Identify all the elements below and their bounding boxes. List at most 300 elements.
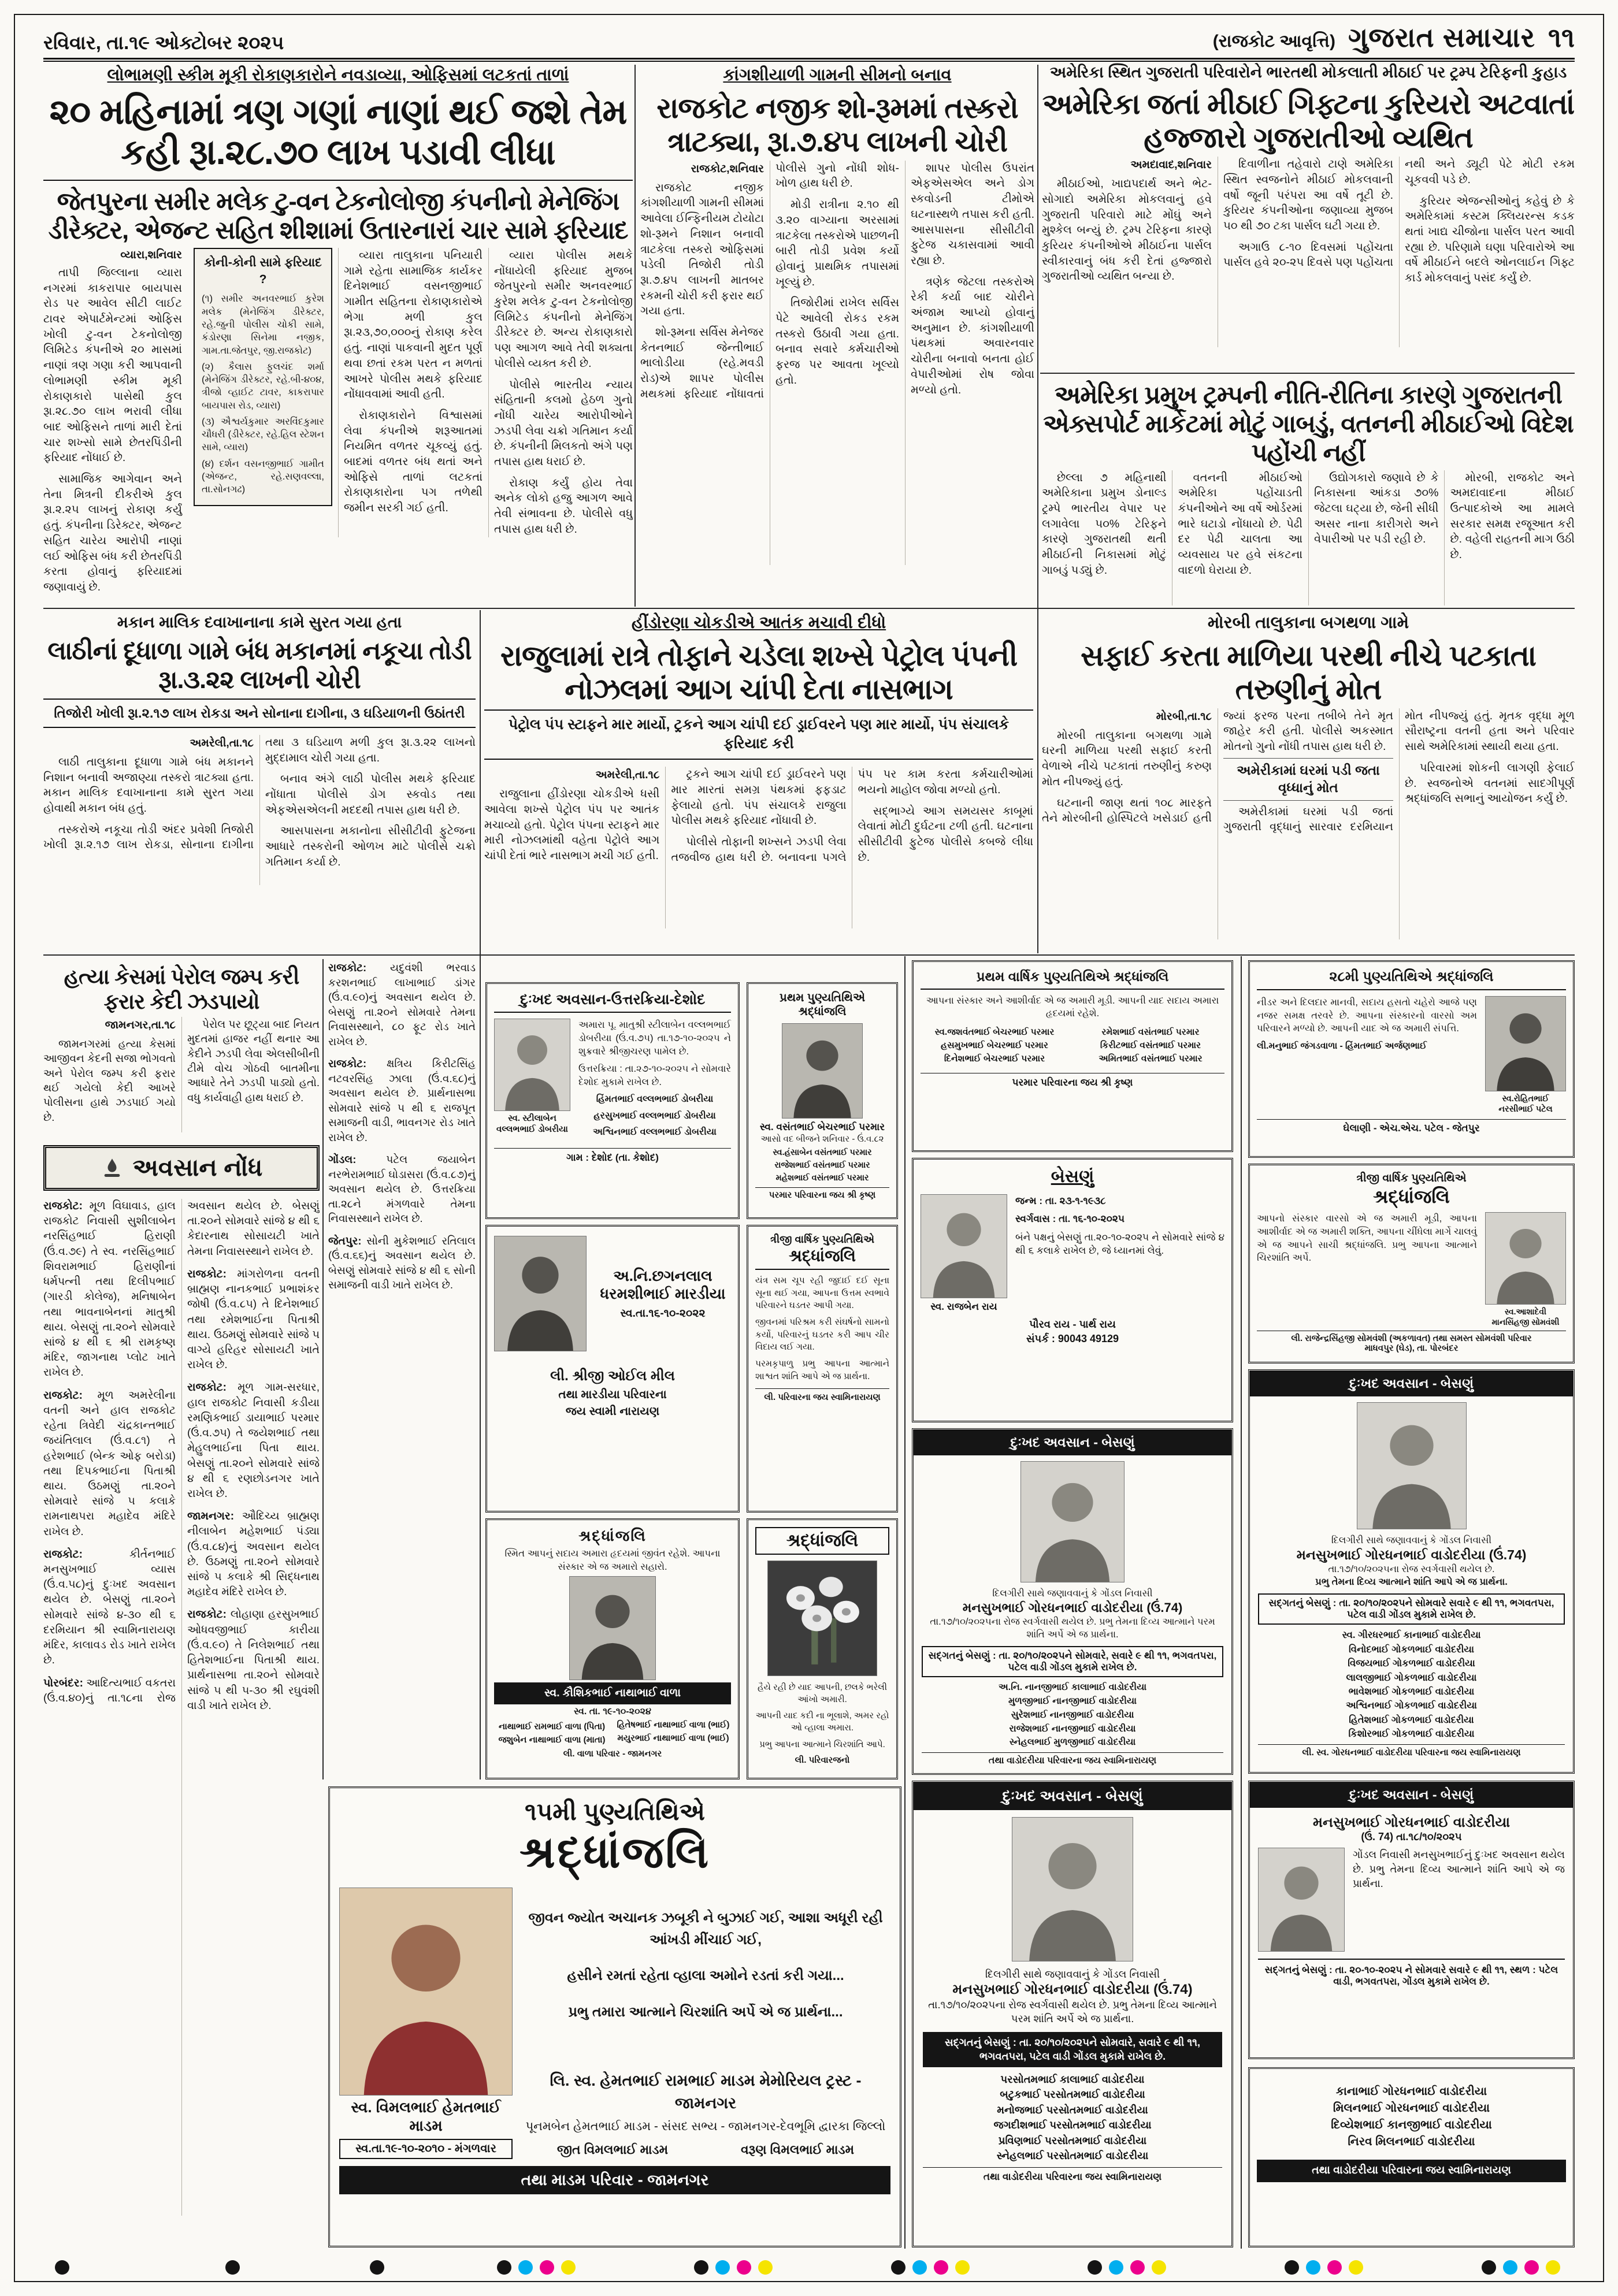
ad-title: દુઃખદ અવસાન-ઉત્તરક્રિયા-દેશોદ: [494, 991, 731, 1013]
section-rule: [43, 954, 1575, 956]
ad-footer: ગામ : દેશોદ (તા. કેશોદ): [494, 1148, 731, 1164]
story-kicker: મોરબી તાલુકાના બગથળા ગામે: [1207, 614, 1409, 632]
deceased-name: મનસુખભાઈ ગોરધનભાઈ વાડોદરીયા (ઉં.74): [1296, 1547, 1527, 1562]
poem-line: જીવનમાં પરિશ્રમ કરી સંઘર્ષનો સામનો કર્યો, પરિવારનું ઘડતર કરી આપ ચીર વિદાય લઈ ગયા.: [755, 1317, 889, 1353]
family-name: નાથાભાઈ રામભાઈ વાળા (પિતા): [498, 1722, 606, 1732]
ad-body-row: [1258, 1848, 1565, 1952]
story-paragraph: મોડી રાત્રીના ૨.૧૦ થી ૩.૨૦ વાગ્યાના અરસામાં ત્રાટકેલા તસ્કરોએ પાછળની બારી તોડી પ્રવેશ કર્યો હોવાનું પ્રાથમિક તપાસમાં ખૂલ્યું છે.: [775, 198, 899, 288]
header-rule: [43, 58, 1575, 62]
yellow-dot: [1546, 2260, 1560, 2275]
story-body-wrap: [43, 248, 633, 601]
story-body: [1042, 470, 1575, 605]
ad-title-2: શ્રદ્ધાંજલિ: [1373, 1186, 1450, 1207]
story-paragraph: પોલીસે ભારતીય ન્યાય સંહિતાની કલમો હેઠળ ગુનો નોંધી ચારેય આરોપીઓને ઝડપી લેવા ચક્રો ગતિમાન કર્યા છે. કંપનીની મિલકતો અંગે પણ તપાસ હાથ ધરાઈ છે.: [494, 378, 633, 469]
story-parole-jump: [43, 960, 320, 1139]
obituary-entry: રાજકોટ: લોહાણા હરસુખભાઈ ઓધવજીભાઈ કારીયા (ઉં.વ.૯૦) તે નિલેશભાઈ તથા હિતેશભાઈના પિતાશ્રી થાય. પ્રાર્થનાસભા તા.૨૦ને સોમવારે સાંજે ૫ થી ૫-૩૦ શ્રી રઘુવંશી વાડી ખાતે રાખેલ છે.: [187, 1608, 320, 1712]
ad-text: ગોંડલ નિવાસી મનસુખભાઈનું દુઃખદ અવસાન થયેલ છે. પ્રભુ તેમના દિવ્ય આત્માને શાંતિ આપે એ જ પ્રાર્થના.: [1353, 1848, 1565, 1889]
black-dot: [1285, 2260, 1299, 2275]
obituary-title: અવસાન નોંધ: [132, 1154, 263, 1181]
story-sweets-courier: [1042, 62, 1575, 370]
ad-title: બેસણું: [1051, 1167, 1094, 1186]
family-name: હિતેષભાઈ નાથાભાઈ વાળા (ભાઈ): [617, 1720, 730, 1730]
cyan-dot: [1503, 2260, 1517, 2275]
ad-poem: [1257, 996, 1477, 1114]
ad-title-1: ત્રીજી વાર્ષિક પુણ્યતિથિએ: [1356, 1172, 1467, 1184]
registration-dot: [370, 2260, 384, 2275]
ad-content: [1250, 1808, 1573, 1994]
story-paragraph: મોરબી તાલુકાના બગથળા ગામે ઘરની માળિયા પરથી સફાઈ કરતી વેળાએ નીચે પટકાતાં તરુણીનું કરુણ મોત નીપજ્યું હતું.: [1042, 729, 1212, 788]
ad-footer: તથા વાડોદરીયા પરિવારના જય સ્વામિનારાયણ: [922, 1752, 1223, 1766]
magenta-dot: [1327, 2260, 1342, 2275]
ad-footer: પરમાર પરિવારના જય શ્રી કૃષ્ણ: [755, 1187, 889, 1200]
deceased-photo: [1485, 996, 1566, 1091]
story-paragraph: પોલીસે તોફાની શખ્સને ઝડપી લેવા તજવીજ હાથ ધરી છે. બનાવના પગલે પંપ પર કામ કરતા કર્મચારીઓમાં ભયનો માહોલ જોવા મળ્યો હતો.: [671, 768, 1033, 864]
family-name: બટુકભાઈ પરસોતમભાઈ વાડોદરીયા: [1000, 2089, 1145, 2101]
story-lathi-theft: [43, 612, 476, 952]
besnu-details: સદ્ગતનું બેસણું : તા. ૨૦-૧૦-૨૦૨૫ ને સોમવારે સવારે ૯ થી ૧૧, સ્થળ : પટેલ વાડી, ભગવતપરા, ગોંડલ મુકામે રાખેલ છે.: [1258, 1959, 1565, 1987]
story-kicker: લોભામણી સ્કીમ મૂકી રોકાણકારોને નવડાવ્યા, ઓફિસમાં લટકતાં તાળાં: [107, 66, 569, 84]
signature-name-b: વરૂણ વિમલભાઈ માડમ: [740, 2142, 855, 2157]
besnu-details: સદ્ગતનું બેસણું : તા. ૨૦/૧૦/૨૦૨૫ને સોમવારે સવારે ૯ થી ૧૧, ભગવતપરા, પટેલ વાડી ગોંડલ મુકામે રાખેલ છે.: [1258, 1593, 1565, 1625]
story-paragraph: રોકાણકારોને વિશ્વાસમાં લેવા કંપનીએ શરૂઆતમાં નિયમિત વળતર ચૂકવ્યું હતું. બાદમાં વળતર બંધ થતાં અને ઓફિસે તાળાં લટકતાં રોકાણકારોના પગ તળેથી જમીન સરકી ગઈ હતી.: [344, 408, 483, 515]
story-export-market: [1042, 377, 1575, 605]
section-rule: [43, 608, 1575, 609]
story-body: [194, 248, 633, 537]
yellow-dot: [758, 2260, 773, 2275]
cmyk-cluster: [1088, 2260, 1166, 2275]
dateline: રાજકોટ,શનિવાર: [691, 162, 764, 175]
obituary-entry: રાજકોટ: કીર્તનભાઈ મનસુખભાઈ વ્યાસ (ઉં.વ.૫૮)નું દુઃખદ અવસાન થયેલ છે. બેસણું તા.૨૦ને સોમવારે સાંજે ૪-૩૦ થી ૬ દરમિયાન શ્રી સ્વામિનારાયણ મંદિર, કાલાવડ રોડ ખાતે રાખેલ છે.: [43, 1548, 176, 1667]
signature-line-1: લિ. સ્વ. હેમતભાઈ રામભાઈ માડમ મેમોરિયલ ટ્રસ્ટ - જામનગર: [550, 2071, 862, 2112]
photo-wrap: [921, 1194, 1007, 1313]
registration-dot: [225, 2260, 240, 2275]
relatives: પૌરવ રાય - પાર્થ રાય: [1029, 1318, 1116, 1331]
story-subheadline: જેતપુરના સમીર મલેક ટુ-વન ટેકનોલોજી કંપનીનો મેનેજિંગ ડીરેક્ટર, એજન્ટ સહિત શીશામાં ઉતારનારાં ચાર સામે ફરિયાદ: [43, 180, 633, 246]
ad-title: શ્રદ્ધાંજલિ: [755, 1527, 889, 1555]
story-paragraph: લાઠી તાલુકાના દૂધાળા ગામે બંધ મકાનને નિશાન બનાવી અજાણ્યા તસ્કરો ત્રાટક્યા હતા. મકાન માલિક દવાખાનાના કામે સુરત ગયા હોવાથી મકાન બંધ હતું.: [43, 755, 254, 815]
family-name: લાલજીભાઈ ગોકળભાઈ વાડોદરીયા: [1346, 1672, 1477, 1683]
ad-poem: [755, 1275, 889, 1383]
cmyk-cluster: [1482, 2260, 1560, 2275]
cyan-dot: [518, 2260, 533, 2275]
deceased-name: મનસુખભાઈ ગોરધનભાઈ વાડોદરીયા: [1313, 1814, 1510, 1830]
obituary-entry: જેતપુર: સોની મુકેશભાઈ રતિલાલ (ઉં.વ.૬૬)નું અવસાન થયેલ છે. બેસણું સોમવારે સાંજે ૪ થી ૬ સોની સમાજની વાડી ખાતે રાખેલ છે.: [328, 1234, 476, 1291]
story-paragraph: ઉદ્યોગકારો જણાવે છે કે નિકાસના આંકડા ૭૦% જેટલા ઘટ્યા છે, જેની સીધી અસર નાના કારીગરો અને વેપારીઓ પર પડી રહી છે.: [1314, 471, 1439, 546]
ad-poem: આપના સંસ્કાર અને આશીર્વાદ એ જ અમારી મૂડી. આપની યાદ સદાય અમારા હૃદયમાં રહેશે.: [926, 995, 1219, 1019]
story-paragraph: વ્યારા પોલીસ મથકે નોંધાયેલી ફરિયાદ મુજબ જેતપુરનો સમીર અનવરભાઈ કુરેશ મલેક ટુ-વન ટેકનોલોજી લિમિટેડ કંપનીનો મેનેજિંગ ડીરેક્ટર છે. અન્ય રોકાણકારો પણ આગળ આવે તેવી શક્યતા પોલીસે વ્યક્ત કરી છે.: [494, 248, 633, 370]
ad-dukhad-avsan-d: [1248, 1781, 1575, 2059]
ad-header: દુઃખદ અવસાન - બેસણું: [914, 1782, 1231, 1810]
ad-text: [521, 1888, 890, 2159]
cyan-dot: [1306, 2260, 1320, 2275]
cmyk-cluster: [694, 2260, 773, 2275]
ad-title: ૨૮મી પુણ્યતિથિએ શ્રદ્ધાંજલિ: [1257, 969, 1566, 990]
story-headline: સફાઈ કરતા માળિયા પરથી નીચે પટકાતા તરુણીનું મોત: [1080, 639, 1537, 705]
family-name: પ્રવિણભાઈ પરસોતમભાઈ વાડોદરીયા: [998, 2134, 1147, 2146]
family-name: કિરીટભાઈ વસંતભાઈ પરમાર: [1100, 1041, 1201, 1051]
ad-content: [914, 1455, 1231, 1772]
magenta-dot: [540, 2260, 554, 2275]
deceased-photo: [1357, 1402, 1467, 1529]
family-name: અ.નિ. નાનજીભાઈ કાલાભાઈ વાડોદરીયા: [998, 1682, 1147, 1693]
family-names: [1257, 2084, 1566, 2149]
story-body: [484, 767, 1033, 928]
family-name: મહેશભાઈ વસંતભાઈ પરમાર: [775, 1173, 869, 1183]
column-rule: [480, 610, 481, 1779]
ad-besnu-rajben: [912, 1158, 1233, 1422]
ad-content: [494, 1019, 731, 1143]
story-paragraph: તસ્કરોએ નકૂચા તોડી અંદર પ્રવેશી તિજોરી ખોલી રૂા.૨.૧૭ લાખ રોકડા, સોનાના દાગીના તથા ૩ ઘડિયાળ મળી કુલ રૂા.૩.૨૨ લાખનો મુદ્દામાલ ચોરી ગયા હતા.: [43, 735, 476, 852]
magenta-dot: [1524, 2260, 1539, 2275]
cyan-dot: [1109, 2260, 1123, 2275]
complaint-box-item: (૨) કૈલાસ ફુલચંદ શર્મા (મેનેજિંગ ડીરેક્ટર, રહે.બી-૪૦૪, ત્રીજો વ્હાઈટ ટાવર, કાકરાપાર બાયપાસ રોડ, વ્યારા): [202, 361, 324, 411]
ad-footer: ઘેલાણી - એચ.એચ. પટેલ - જેતપુર: [1257, 1119, 1566, 1134]
obituary-entry: ગોંડલ: પટેલ જયાબેન નરભેરામભાઈ ઘોડાસરા (ઉં.વ.૮૭)નું અવસાન થયેલ છે. ઉત્તરક્રિયા તા.૨૮ને મંગળવારે તેમના નિવાસસ્થાને રાખેલ છે.: [328, 1153, 476, 1225]
ad-header: દુઃખદ અવસાન - બેસણું: [914, 1430, 1231, 1455]
obituary-notes-section: [43, 1145, 320, 2236]
deceased-photo: [782, 1023, 863, 1119]
deceased-name: સ્વ. કૌશિકભાઈ નાથાભાઈ વાળા: [494, 1682, 731, 1705]
ad-family-names-final: [1248, 2067, 1575, 2247]
ad-content: [1257, 1212, 1566, 1327]
yellow-dot: [955, 2260, 970, 2275]
family-name: દિનેશભાઈ બેચરભાઈ પરમાર: [944, 1054, 1045, 1064]
family-name: દિવ્યેશભાઈ કાનજીભાઈ વાડોદરીયા: [1331, 2119, 1492, 2131]
family-names: [1258, 1629, 1565, 1741]
obituary-entry: રાજકોટ: મૂળ ગામ-સરધાર, હાલ રાજકોટ નિવાસી કડીયા રમણિકભાઈ ડાયાભાઈ પરમાર (ઉં.વ.૭૫) તે જયેશભાઈ તથા મેહુલભાઈના પિતા થાય. બેસણું તા.૨૦ને સોમવારે સાંજે ૪ થી ૬ રણછોડનગર ખાતે રાખેલ છે.: [187, 1381, 320, 1500]
deceased-name-2: ધરમશીભાઈ મારડીયા: [600, 1285, 726, 1302]
family-name: સ્વ. ગીરધરભાઈ કાનાભાઈ વાડોદરીયા: [1342, 1630, 1481, 1641]
ad-footer: લી. સ્વ. ગોરધનભાઈ વાડોદરીયા પરિવારના જય સ્વામિનારાયણ: [1258, 1744, 1565, 1758]
ad-footer: લી. વાળા પરિવાર - જામનગર: [563, 1748, 662, 1759]
story-kicker: અમેરિકા સ્થિત ગુજરાતી પરિવારોને ભારતથી મોકલાતી મીઠાઈ પર ટ્રમ્પ ટેરિફની કુહાડ: [1049, 64, 1567, 81]
ad-text: [578, 1019, 731, 1143]
deceased-name: સ્વ. રાજબેન રાય: [930, 1301, 997, 1312]
photo-wrap: [1485, 996, 1566, 1114]
family-name: મયુરભાઈ નાથાભાઈ વાળા (ભાઈ): [617, 1733, 729, 1743]
black-dot: [1482, 2260, 1496, 2275]
poem-line: પ્રભુ તમારા આત્માને ચિરશાંતિ અર્પે એ જ પ્રાર્થના...: [568, 2004, 843, 2020]
story-body: [43, 1017, 320, 1132]
story-inline-subhead: અમેરીકામાં ઘરમાં પડી જતા વૃધ્ધાનું મોત: [1223, 758, 1393, 801]
ad-text-line: ઉત્તરક્રિયા : તા.૨૭-૧૦-૨૦૨૫ ને સોમવારે દેશોદ મુકામે રાખેલ છે.: [578, 1064, 731, 1088]
family-names: [922, 1682, 1223, 1749]
ad-content: [914, 1810, 1231, 2190]
family-name: મનોજભાઈ પરસોતમભાઈ વાડોદરીયા: [997, 2104, 1148, 2116]
story-headline: અમેરિકા પ્રમુખ ટ્રમ્પની નીતિ-રીતિના કારણે ગુજરાતની એક્સપોર્ટ માર્કેટમાં મોટું ગાબડું, વતનની મીઠાઈઓ વિદેશ પહોંચી નહીં: [1043, 381, 1574, 467]
age-date-line: (ઉં. 74) તા.૧૮/૧૦/૨૦૨૫: [1361, 1830, 1462, 1842]
story-paragraph: સદ્ભાગ્યે આગ સમયસર કાબૂમાં લેવાતાં મોટી દુર્ઘટના ટળી હતી. ઘટનાના સીસીટીવી ફુટેજ પોલીસે કબજે લીધા છે.: [858, 804, 1033, 864]
obituary-entry: પોરબંદર: આદિત્યભાઈ વકતરા (ઉં.વ.૪૦)નું તા.૧૮ના રોજ અવસાન થયેલ છે. બેસણું તા.૨૦ને સોમવારે સાંજે ૪ થી ૬ કેદારનાથ સોસાયટી ખાતે તેમના નિવાસસ્થાને રાખેલ છે.: [43, 1200, 320, 1704]
obituary-header: [43, 1145, 320, 1191]
black-dot: [497, 2260, 511, 2275]
magenta-dot: [1130, 2260, 1145, 2275]
story-kicker: હીંડોરણા ચોકડીએ આતંક મચાવી દીધો: [631, 614, 886, 632]
ad-footer: તથા માડમ પરિવાર - જામનગર: [339, 2166, 890, 2194]
ad-lines: [578, 1019, 731, 1089]
story-subhead: પેટ્રોલ પંપ સ્ટાફને માર માર્યો, ટ્રકને આગ ચાંપી દઈ ડ્રાઈવરને પણ માર માર્યો, પંપ સંચાલકે ફરિયાદ કરી: [484, 709, 1033, 760]
story-headline: રાજુલામાં રાત્રે તોફાને ચડેલા શખ્સે પેટ્રોલ પંપની નોઝલમાં આગ ચાંપી દેતા નાસભાગ: [500, 639, 1018, 705]
column-rule: [634, 65, 636, 607]
ad-memorial-chhaganlal: [485, 1225, 740, 1513]
story-paragraph: શો-રૂમના સર્વિસ મેનેજર કેતનભાઈ જેન્તીભાઈ ભાલોડીયા (રહે.મવડી રોડ)એ શાપર પોલીસ મથકમાં ફરિયાદ નોંધાવતાં પોલીસે ગુનો નોંધી શોધ-ખોળ હાથ ધરી છે.: [640, 161, 899, 400]
story-paragraph: વ્યારા તાલુકાના પનિયારી ગામે રહેતા સામાજિક કાર્યકર દિનેશભાઈ વસનજીભાઈ ગામીત સહિતના રોકાણકારોએ ભેગા મળી કુલ રૂા.૨૩,૭૦,૦૦૦નું રોકાણ કરેલ હતું. નાણાં પાકવાની મુદત પૂર્ણ થવા છતાં રકમ પરત ન મળતાં આખરે પોલીસ મથકે ફરિયાદ નોંધાવવામાં આવી હતી.: [344, 248, 483, 401]
photo-wrap: [494, 1236, 587, 1351]
family-name: સ્નેહલભાઈ પરસોતમભાઈ વાડોદરીયા: [996, 2150, 1149, 2162]
besnu-details: સદ્ગતનું બેસણું : તા. ૨૦/૧૦/૨૦૨૫ને સોમવારે, સવારે ૯ થી ૧૧, ભગવતપરા, પટેલ વાડી ગોંડલ મુકામે રાખેલ છે.: [922, 1646, 1223, 1677]
story-rest-columns: [194, 248, 633, 601]
family-names: [494, 1719, 731, 1747]
family-name: કાનાભાઈ ગોરધનભાઈ વાડોદરીયા: [1335, 2085, 1487, 2098]
date-line: આસો વદ બીજને શનિવાર - ઉં.વ.૮૨: [760, 1134, 884, 1145]
poem-line: પરમકૃપાળુ પ્રભુ આપના આત્માને શાશ્વત શાંતિ આપે એ જ પ્રાર્થના.: [755, 1359, 889, 1381]
ad-title: પ્રથમ વાર્ષિક પુણ્યતિથિએ શ્રદ્ધાંજલિ: [921, 969, 1224, 990]
poem-line: હસીને રમતાં રહેતા વ્હાલા અમોને રડતાં કરી ગયા...: [567, 1968, 844, 1984]
ad-memorial-kaushik: [485, 1518, 740, 1779]
story-body-first: [43, 265, 182, 595]
column-rule: [1037, 65, 1038, 953]
prayer-line: પ્રભુ તેમના દિવ્ય આત્માને શાંતિ આપે એ જ પ્રાર્થના.: [1315, 1577, 1508, 1588]
ad-text: [595, 1236, 731, 1351]
family-name: જશુબેન નાથાભાઈ વાળા (માતા): [498, 1734, 606, 1745]
story-paragraph: તાપી જિલ્લાના વ્યારા નગરમાં કાકરાપાર બાયપાસ રોડ પર આવેલ સીટી લાઈટ ટાવર એપાર્ટમેન્ટમાં ઓફિસ ખોલી ટુ-વન ટેકનોલોજી લિમિટેડ કંપનીએ ૨૦ માસમાં નાણાં ત્રણ ગણા કરી આપવાની લોભામણી સ્કીમ મૂકી રોકાણકારો પાસેથી કુલ રૂા.૨૮.૭૦ લાખ ભરાવી લીધા બાદ ઓફિસને તાળાં મારી દેતાં ચાર શખ્સો સામે છેતરપિંડીની ફરિયાદ નોંધાઈ છે.: [43, 266, 182, 465]
poem-line: પ્રભુ આપના આત્માને ચિરશાંતિ આપે.: [759, 1739, 885, 1749]
ad-title: શ્રદ્ધાંજલિ: [578, 1527, 647, 1544]
story-body-rest: [344, 248, 633, 537]
ad-footer: તથા વાડોદરીયા પરિવારના જય સ્વામિનારાયણ: [1257, 2160, 1566, 2182]
family-name: મુળજીભાઈ નાનજીભાઈ વાડોદરીયા: [1008, 1696, 1137, 1706]
print-registration-marks: [497, 2260, 1560, 2275]
story-paragraph: જામનગરમાં હત્યા કેસમાં આજીવન કેદની સજા ભોગવતો અને પેરોલ જમ્પ કરી ફરાર થઈ ગયેલો કેદી આખરે પોલીસના હાથે ઝડપાઈ ગયો છે.: [43, 1037, 176, 1123]
column-rule: [1241, 956, 1242, 2249]
ad-content: [1250, 1396, 1573, 1764]
dateline: મોરબી,તા.૧૮: [1156, 710, 1212, 723]
story-paragraph: અગાઉ ૮-૧૦ દિવસમાં પહોંચતા પાર્સલ હવે ૨૦-૨૫ દિવસે પણ પહોંચતા નથી અને ડ્યૂટી પેટે મોટી રકમ ચૂકવવી પડે છે.: [1223, 158, 1575, 269]
ad-header: દુઃખદ અવસાન - બેસણું: [1250, 1782, 1573, 1808]
ad-footer: પરમાર પરિવારના જય શ્રી કૃષ્ણ: [921, 1073, 1224, 1088]
obituary-entry: રાજકોટ: યદુવંશી ભરવાડ કરશનભાઈ લાખાભાઈ ડાંગર (ઉં.વ.૯૦)નું અવસાન થયેલ છે. બેસણું તા.૨૦ને સોમવારે તેમના નિવાસસ્થાને, ૮૦ ફૂટ રોડ ખાતે રાખેલ છે.: [328, 961, 476, 1047]
story-paragraph: પરિવારમાં શોકની લાગણી ફેલાઈ છે. સ્વજનોએ વતનમાં સાદગીપૂર્ણ શ્રદ્ધાંજલિ સભાનું આયોજન કર્યું છે.: [1405, 761, 1575, 805]
deceased-photo: [569, 1576, 656, 1680]
ad-title-2: શ્રદ્ધાંજલિ: [755, 1246, 889, 1270]
column-rule: [322, 959, 324, 1779]
deceased-name-1: અ.નિ.છગનલાલ: [613, 1266, 712, 1284]
obituary-entry: રાજકોટ: મૂળ વિઘાવાડ, હાલ રાજકોટ નિવાસી સુશીલાબેન નરસિંહભાઈ હિરાણી (ઉં.વ.૭૯) તે સ્વ. નરસિંહભાઈ શિવરામભાઈ હિરાણીનાં ધર્મપત્ની તથા દિલીપભાઈ (ગારડી કોલેજ), મનિષાબેન તથા ભાવનાબેનનાં માતુશ્રી થાય. બેસણું તા.૨૦ને સોમવારે સાંજે ૪ થી ૬ શ્રી રામકૃષ્ણ મંદિર, જાગનાથ પ્લોટ ખાતે રાખેલ છે.: [43, 1200, 176, 1379]
page-number: ૧૧: [1548, 22, 1575, 53]
story-first-column: [43, 248, 182, 601]
deceased-photo: [921, 1194, 1007, 1298]
names-left: [921, 1025, 1068, 1067]
story-paragraph: રાજુલાના હીંડોરણા ચોકડીએ ધસી આવેલા શખ્સે પેટ્રોલ પંપ પર આતંક મચાવ્યો હતો. પેટ્રોલ પંપના સ્ટાફને માર મારી નોઝલમાંથી વહેતા પેટ્રોલે આગ ચાંપી દેતાં ભારે નાસભાગ મચી ગઈ હતી.: [484, 787, 660, 863]
ad-memorial-third-anniv: [747, 1225, 898, 1513]
signature-line: લી.મનુભાઈ જંગડવાળા - હિંમતભાઈ અર્જણભાઈ: [1257, 1041, 1427, 1052]
death-date: સ્વ.તા.૧૬-૧૦-૨૦૨૨: [620, 1307, 706, 1320]
family-name: પરસોતમભાઈ કાલાભાઈ વાડોદરીયા: [1000, 2074, 1145, 2086]
dateline: અમદાવાદ,શનિવાર: [1130, 159, 1212, 172]
family-name: અશ્વિનભાઈ વલ્લભભાઈ ડોબરીયા: [593, 1127, 717, 1138]
ad-text: [1015, 1194, 1224, 1313]
story-paragraph: સામાજિક આગેવાન અને તેના મિત્રની દીકરીએ કુલ રૂા.૨.૨૫ લાખનું રોકાણ કર્યું હતું. કંપનીના ડિરેક્ટર, એજન્ટ સહિત ચારેય આરોપી નાણાં લઈ ઓફિસ બંધ કરી છેતરપિંડી કરતા હોવાનું ફરિયાદમાં જણાવાયું છે.: [43, 473, 182, 593]
cmyk-cluster: [891, 2260, 970, 2275]
intro-line-2: તા.૧૭/૧૦/૨૦૨૫ના રોજ સ્વર્ગવાસી થયેલ છે.: [1328, 1563, 1495, 1574]
deceased-name: સ્વ. વસંતભાઈ બેચરભાઈ પરમાર: [759, 1121, 885, 1132]
family-name: હિંમતભાઈ વલ્લભભાઈ ડોબરીયા: [596, 1094, 714, 1104]
story-headline: રાજકોટ નજીક શો-રૂમમાં તસ્કરો ત્રાટક્યા, રૂા.૭.૪૫ લાખની ચોરી: [656, 91, 1018, 158]
obituary-extra-column: [328, 960, 476, 1778]
photo-wrap: [339, 1888, 513, 2159]
story-investment-fraud: [43, 65, 633, 607]
story-paragraph: દિવાળીના તહેવારો ટાણે અમેરિકા સ્થિત સ્વજનોને મીઠાઈ મોકલવાની વર્ષો જૂની પરંપરા આ વર્ષે તૂટી છે. કુરિયર કંપનીઓના જણાવ્યા મુજબ ૫૦ થી ૭૦ ટકા પાર્સલ ઘટી ગયા છે.: [1223, 158, 1393, 232]
photo-wrap: [494, 1019, 570, 1143]
story-headline: ૨૦ મહિનામાં ત્રણ ગણાં નાણાં થઈ જશે તેમ કહી રૂા.૨૮.૭૦ લાખ પડાવી લીધા: [49, 91, 627, 172]
family-name: સ્નેહલભાઈ મુળજીભાઈ વાડોદરીયા: [1009, 1737, 1136, 1748]
deceased-photo: [1258, 1848, 1345, 1952]
birth-date: જન્મ : તા. ૨૩-૧-૧૯૩૮: [1015, 1195, 1106, 1206]
story-paragraph: ત્રણેક જેટલા તસ્કરોએ રેકી કર્યા બાદ ચોરીને અંજામ આપ્યો હોવાનું અનુમાન છે. કાંગશીયાળી પંથકમાં અવારનવાર ચોરીના બનાવો બનતા હોઈ વેપારીઓમાં રોષ જોવા મળ્યો હતો.: [911, 275, 1034, 396]
deceased-photo: [1012, 1817, 1133, 1961]
ad-footer: તથા વાડોદરીયા પરિવારના જય સ્વામિનારાયણ: [923, 2167, 1222, 2183]
story-body-list: [43, 735, 476, 870]
deceased-name: મનસુખભાઈ ગોરધનભાઈ વાડોદરીયા (ઉં.74): [952, 1981, 1193, 1997]
ad-memorial-28th: [1248, 960, 1575, 1158]
yellow-dot: [1152, 2260, 1166, 2275]
family-name: રાજેશભાઈ વસંતભાઈ પરમાર: [774, 1161, 870, 1171]
ad-memorial-vasant: [747, 982, 898, 1219]
ad-dukhad-avsan-a: [912, 1428, 1233, 1775]
names-right: [1077, 1025, 1224, 1067]
cyan-dot: [912, 2260, 927, 2275]
dateline: જામનગર,તા.૧૮: [105, 1019, 176, 1031]
column-rule: [904, 956, 906, 2249]
story-body: [1042, 708, 1575, 939]
family-name: અમિતભાઈ વસંતભાઈ પરમાર: [1099, 1054, 1203, 1064]
family-name: સ્વ.જશવંતભાઈ બેચરભાઈ પરમાર: [934, 1027, 1055, 1038]
obituary-entries: [43, 1199, 320, 2216]
yellow-dot: [1349, 2260, 1363, 2275]
photo-wrap: [1485, 1212, 1566, 1327]
paper-name: ગુજરાત સમાચાર: [1348, 22, 1535, 53]
signature-line-3: [521, 2141, 890, 2159]
dateline: વ્યારા,શનિવાર: [120, 248, 182, 261]
ad-poem: સ્મિત આપનું સદાય અમારા હૃદયમાં જીવંત રહેશે. આપના સંસ્કાર એ જ અમારો સહારો.: [504, 1548, 721, 1572]
story-paragraph: રાજકોટ નજીક કાંગશીયાળી ગામની સીમમાં આવેલા ઈન્ફિનીયમ ટોયોટા શો-રૂમને નિશાન બનાવી ત્રાટકેલા તસ્કરો ઓફિસમાં પડેલી તિજોરી તોડી રૂા.૭.૪૫ લાખની માતબર રકમની ચોરી કરી ફરાર થઈ ગયા હતા.: [640, 181, 764, 318]
story-paragraph: મોરબી, રાજકોટ અને અમદાવાદના મીઠાઈ ઉત્પાદકોએ આ મામલે સરકાર સમક્ષ રજૂઆત કરી છે. વહેલી રાહતની માગ ઉઠી છે.: [1450, 471, 1575, 562]
story-body-list: [640, 161, 1034, 402]
ad-memorial-asha: [1248, 1164, 1575, 1364]
family-name: નિરવ મિલનભાઈ વાડોદરીયા: [1348, 2135, 1475, 2148]
ad-content: [339, 1888, 890, 2159]
story-paragraph: છેલ્લા ૭ મહિનાથી અમેરિકાના પ્રમુખ ડોનાલ્ડ ટ્રમ્પે ભારતીય વેપાર પર લગાવેલા ૫૦% ટેરિફને કારણે ગુજરાતથી થતી મીઠાઈની નિકાસમાં મોટું ગાબડું પડ્યું છે.: [1042, 471, 1167, 577]
deceased-photo: [494, 1236, 587, 1351]
dateline: અમરેલી,તા.૧૮: [595, 769, 660, 782]
story-body: [640, 161, 1034, 565]
death-date: સ્વ. તા. ૧૯-૧૦-૨૦૨૪: [574, 1707, 651, 1717]
ad-header: દુઃખદ અવસાન - બેસણું: [1250, 1371, 1573, 1396]
complaint-box-item: (૩) ઐશ્વર્યકુમાર અરવિંદકુમાર ચૌધરી (ડીરેક્ટર, રહે.હિલ સ્ટેશન સામે, વ્યારા): [202, 416, 324, 453]
death-date: સ્વ.તા.૧૯-૧૦-૨૦૧૦ - મંગળવાર: [339, 2139, 513, 2159]
ad-poem: [755, 1682, 889, 1751]
family-name: હિતેશભાઈ ગોકળભાઈ વાડોદરીયા: [1349, 1714, 1474, 1725]
deceased-name: મનસુખભાઈ ગોરધનભાઈ વાડોદરીયા (ઉં.74): [962, 1600, 1183, 1615]
story-paragraph: બનાવ અંગે લાઠી પોલીસ મથકે ફરિયાદ નોંધાતા પોલીસે ડોગ સ્કવોડ તથા એફએસએલની મદદથી તપાસ હાથ ધરી છે.: [265, 772, 476, 816]
ad-title-1: ૧૫મી પુણ્યતિથિએ: [525, 1798, 705, 1825]
family-names: [578, 1094, 731, 1139]
intro-line: દિલગીરી સાથે જણાવવાનું કે ગોંડલ નિવાસી: [985, 1968, 1160, 1980]
besnu-details: બંને પક્ષનું બેસણું તા.૨૦-૧૦-૨૦૨૫ ને સોમવારે સાંજે ૪ થી ૬ કલાકે રાખેલ છે, જે ધ્યાનમાં લેવું.: [1015, 1231, 1224, 1257]
story-paragraph: કુરિયર એજન્સીઓનું કહેવું છે કે અમેરિકામાં કસ્ટમ ક્લિયરન્સ કડક થતાં ખાદ્ય ચીજોના પાર્સલ પરત આવી રહ્યા છે. પરિણામે ઘણા પરિવારોએ આ વર્ષે મીઠાઈને બદલે ઓનલાઈન ગિફ્ટ કાર્ડ મોકલવાનું પસંદ કર્યું છે.: [1405, 194, 1575, 285]
story-headline: અમેરિકા જતાં મીઠાઈ ગિફ્ટના કુરિયરો અટવાતાં હજ્જારો ગુજરાતીઓ વ્યથિત: [1042, 88, 1575, 154]
poem-text: નીડર અને દિલદાર માનવી, સદાય હસતો ચહેરો આજે પણ નજર સમક્ષ તરવરે છે. આપના સંસ્કારનો વારસો અમ પરિવારને મળ્યો છે. આપની યાદ એ જ અમારી સંપત્તિ.: [1257, 997, 1477, 1034]
family-name: હસમુખભાઈ બેચરભાઈ પરમાર: [941, 1041, 1048, 1051]
family-name: મિલનભાઈ ગોરધનભાઈ વાડોદરીયા: [1333, 2102, 1490, 2115]
intro-line: દિલગીરી સાથે જણાવવાનું કે ગોંડલ નિવાસી: [1331, 1535, 1492, 1545]
poem-line: યંત્ર સમ ચૂપ રહી જુદાઈ દઈ સૂના સૂના થઈ ગયા, આપના ઉત્તમ સ્વભાવે પરિવારને ઘડતર આપી ગયા.: [755, 1276, 889, 1310]
deceased-name: સ્વ.આશાદેવી માનસિંહજી સોમવંશી: [1491, 1307, 1560, 1327]
story-paragraph: ઘટનાની જાણ થતાં ૧૦૮ મારફતે તેને મોરબીની હોસ્પિટલે ખસેડાઈ હતી જ્યાં ફરજ પરના તબીબે તેને મૃત જાહેર કરી હતી. પોલીસે અકસ્માત મોતનો ગુનો નોંધી તપાસ હાથ ધરી છે.: [1042, 709, 1393, 825]
ad-footer-1: લી. રાજેન્દ્રસિંહજી સોમવંશી (અકળાવત) તથા સમસ્ત સોમવંશી પરિવાર: [1257, 1331, 1566, 1343]
story-kicker: કાંગશીયાળી ગામની સીમનો બનાવ: [723, 66, 952, 84]
complaint-box: [194, 248, 332, 507]
family-name: અશ્વિનભાઈ ગોકળભાઈ વાડોદરીયા: [1346, 1700, 1477, 1711]
story-subhead: તિજોરી ખોલી રૂા.૨.૧૭ લાખ રોકડા અને સોનાના દાગીના, ૩ ઘડિયાળની ઉઠાંતરી: [43, 699, 476, 728]
obituary-entry: રાજકોટ: માંગરોળના વતની બ્રાહ્મણ નાનકભાઈ પ્રભાશંકર જોષી (ઉં.વ.૮૫) તે દિનેશભાઈ તથા રમેશભાઈના પિતાશ્રી થાય. ઉઠમણું સોમવારે સાંજે ૫ વાગ્યે હરિહર સોસાયટી ખાતે રાખેલ છે.: [187, 1268, 320, 1372]
story-paragraph: ટ્રકને આગ ચાંપી દઈ ડ્રાઈવરને પણ માર મારતાં સમગ્ર પંથકમાં ફફડાટ ફેલાયો હતો. પંપ સંચાલકે રાજુલા પોલીસ મથકે ફરિયાદ નોંધાવી છે.: [671, 768, 847, 827]
poem-line: હૈયે રહી છે યાદ આપની, છલકે ભરેલી આંખો અમારી.: [758, 1682, 887, 1704]
ad-obituary-deshod: [485, 982, 740, 1219]
story-headline: હત્યા કેસમાં પેરોલ જમ્પ કરી ફરાર કેદી ઝડપાયો: [64, 965, 299, 1013]
story-body: [1042, 157, 1575, 347]
ad-signatures: [521, 2070, 890, 2159]
deceased-photo: [339, 1888, 513, 2096]
complaint-box-item: (૪) દર્શન વસનજીભાઈ ગામીત (એજન્ટ, રહે.સણવલ્લા, તા.સોનગઢ): [202, 458, 324, 495]
obituary-entry: રાજકોટ: ક્ષત્રિય કિરીટસિંહ નટવરસિંહ ઝાલા (ઉં.વ.૬૮)નું અવસાન થયેલ છે. પ્રાર્થનાસભા સોમવારે સાંજે ૫ થી ૬ રાજપૂત સમાજની વાડી, ભાવનગર રોડ ખાતે રાખેલ છે.: [328, 1057, 476, 1143]
story-body-list: [1042, 157, 1575, 286]
complaint-box-title: કોની-કોની સામે ફરિયાદ ?: [204, 255, 322, 286]
black-dot: [891, 2260, 906, 2275]
deceased-photo: [1485, 1212, 1566, 1305]
family-name: ભાવેશભાઈ ગોકળભાઈ વાડોદરીયા: [1348, 1686, 1475, 1697]
contact-number: સંપર્ક : 90043 49129: [1026, 1333, 1119, 1345]
signature-name-a: જીત વિમલભાઈ માડમ: [556, 2142, 669, 2157]
ad-title-2: શ્રદ્ધાંજલિ: [519, 1828, 711, 1878]
deceased-photo: [494, 1019, 570, 1111]
family-name: જગદીશભાઈ પરસોતમભાઈ વાડોદરીયા: [993, 2119, 1152, 2131]
obituary-entry: રાજકોટ: મૂળ અમરેલીના વતની અને હાલ રાજકોટ રહેતા ત્રિવેદી ચંદ્રકાન્તભાઈ જયંતિલાલ (ઉં.વ.૮૧) તે હરેશભાઈ (બેન્ક ઓફ બરોડા) તથા દિપકભાઈના પિતાશ્રી થાય. ઉઠમણું તા.૨૦ને સોમવારે સાંજે ૫ કલાકે રામનાથપરા મહાદેવ મંદિરે રાખેલ છે.: [43, 1389, 176, 1538]
story-paragraph: શાપર પોલીસ ઉપરાંત એફએસએલ અને ડોગ સ્કવોડની ટીમોએ ઘટનાસ્થળે તપાસ કરી હતી. આસપાસના સીસીટીવી ફુટેજ ચકાસવામાં આવી રહ્યા છે.: [911, 161, 1034, 267]
death-date: સ્વર્ગવાસ : તા. ૧૬-૧૦-૨૦૨૫: [1015, 1213, 1125, 1225]
section-rule: [1040, 373, 1575, 374]
family-name: હરસુખભાઈ વલ્લભભાઈ ડોબરીયા: [593, 1110, 716, 1121]
ad-text: આપનો સંસ્કાર વારસો એ જ અમારી મૂડી, આપના આશીર્વાદ એ જ અમારી શક્તિ, આપના ચીંધેલા માર્ગે ચાલવું એ જ આપને સાચી શ્રદ્ધાંજલિ. પ્રભુ આપના આત્માને ચિરશાંતિ અર્પે.: [1257, 1213, 1477, 1264]
intro-line-2: તા.૧૭/૧૦/૨૦૨૫ના રોજ સ્વર્ગવાસી થયેલ છે. પ્રભુ તેમના દિવ્ય આત્માને પરમ શાંતિ અર્પે એ જ પ્રાર્થના.: [930, 1616, 1215, 1640]
magenta-dot: [737, 2260, 751, 2275]
cmyk-cluster: [497, 2260, 576, 2275]
ad-poem: [521, 1893, 890, 2038]
story-morbi-death: [1042, 612, 1575, 952]
family-name: સુરેશભાઈ નાનજીભાઈ વાડોદરીયા: [1011, 1710, 1134, 1720]
ad-text-line: અમારા પૂ. માતુશ્રી સ્ટીલાબેન વલ્લભભાઈ ડોબરીયા (ઉં.વ.૭૫) તા.૧૭-૧૦-૨૦૨૫ ને શુક્રવારે શ્રીજીચરણ પામેલ છે.: [578, 1020, 731, 1057]
deceased-name: સ્વ.રોહિતભાઈ નરસીભાઈ પટેલ: [1498, 1094, 1553, 1114]
complaint-box-list: [202, 292, 324, 496]
family-name: વિનોદભાઈ ગોકળભાઈ વાડોદરીયા: [1348, 1644, 1474, 1655]
yellow-dot: [561, 2260, 576, 2275]
besnu-details: સદ્ગતનું બેસણું : તા. ૨૦/૧૦/૨૦૨૫ને સોમવારે, સવારે ૯ થી ૧૧, ભગવતપરા, પટેલ વાડી ગોંડલ મુકામે રાખેલ છે.: [923, 2032, 1222, 2067]
ad-content: [1257, 996, 1566, 1114]
ad-dukhad-avsan-b: [912, 1781, 1233, 2247]
intro-line-2: તા.૧૭/૧૦/૨૦૨૫ના રોજ સ્વર્ગવાસી થયેલ છે. પ્રભુ તેમના દિવ્ય આત્માને પરમ શાંતિ અર્પે એ જ પ્રાર્થના.: [928, 1998, 1217, 2025]
cmyk-cluster: [1285, 2260, 1363, 2275]
story-headline: લાઠીનાં દૂધાળા ગામે બંધ મકાનમાં નકૂચા તોડી રૂા.૩.૨૨ લાખની ચોરી: [47, 637, 472, 694]
